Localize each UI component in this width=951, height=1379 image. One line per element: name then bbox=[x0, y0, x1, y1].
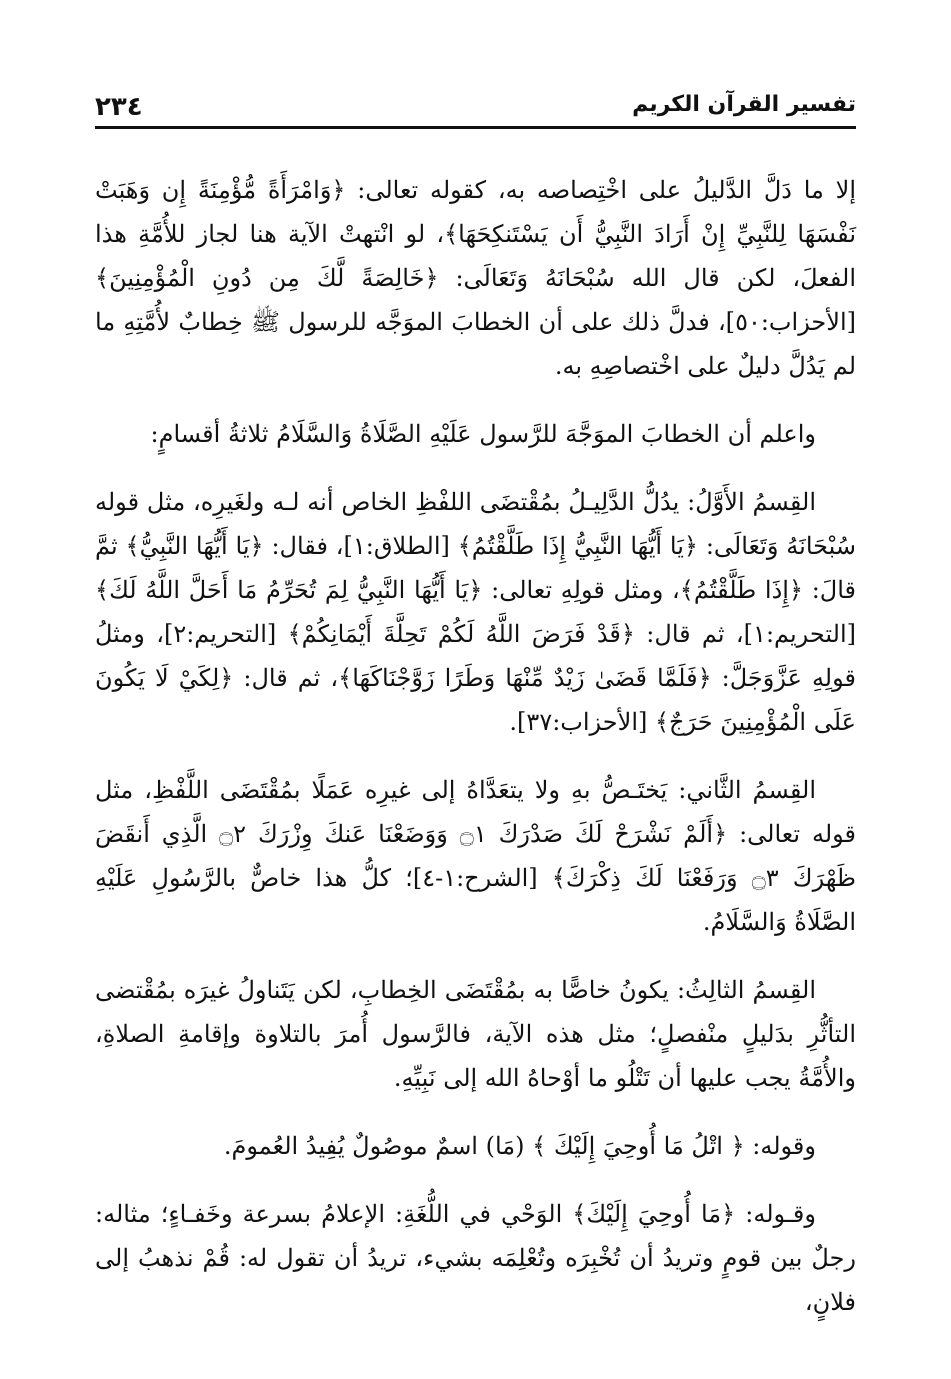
page-number: ٢٣٤ bbox=[95, 92, 143, 122]
book-title: تفسير القرآن الكريم bbox=[632, 92, 856, 117]
paragraph: القِسمُ الأَوَّلُ: يدُلُّ الدَّلِيـلُ بمُقْتضَى اللفْظِ الخاص أنه لـه ولغَيرِه، مثل قوله سُبْحَانَهُ وَتَعَالَى: ﴿يَا أَيُّهَا النَّبِيُّ إِذَا طَلَّقْتُمُ﴾ [الطلاق:١]، فقال: ﴿يَا أَيُّهَا النَّبِيُّ﴾ ثمَّ قالَ: ﴿إِذَا طَلَّقْتُمُ﴾، ومثل قولِهِ تعالى: ﴿يَا أَيُّهَا النَّبِيُّ لِمَ تُحَرِّمُ مَا أَحَلَّ اللَّهُ لَكَ﴾ [التحريم:١]، ثم قال: ﴿قَدْ فَرَضَ اللَّهُ لَكُمْ تَحِلَّةَ أَيْمَانِكُمْ﴾ [التحريم:٢]، ومثلُ قولِهِ عَزَّوَجَلَّ: ﴿فَلَمَّا قَضَىٰ زَيْدٌ مِّنْهَا وَطَرًا زَوَّجْنَاكَهَا﴾، ثم قال: ﴿لِكَيْ لَا يَكُونَ عَلَى الْمُؤْمِنِينَ حَرَجٌ﴾ [الأحزاب:٣٧]. bbox=[95, 488, 856, 736]
paragraph: القِسمُ الثَّاني: يَختَـصُّ بهِ ولا يتعَدَّاهُ إلى غيرِه عَمَلًا بمُقْتَضَى اللَّفْظِ، مثل قوله تعالى: ﴿أَلَمْ نَشْرَحْ لَكَ صَدْرَكَ ۝١ وَوَضَعْنَا عَنكَ وِزْرَكَ ۝٢ الَّذِي أَنقَضَ ظَهْرَكَ ۝٣ وَرَفَعْنَا لَكَ ذِكْرَكَ﴾ [الشرح:١-٤]؛ كلُّ هذا خاصٌّ بالرَّسُولِ عَلَيْهِ الصَّلَاةُ وَالسَّلَامُ. bbox=[95, 776, 857, 936]
paragraph: واعلم أن الخطابَ الموَجَّهَ للرَّسول عَلَيْهِ الصَّلَاةُ وَالسَّلَامُ ثلاثةُ أقسامٍ: bbox=[150, 420, 816, 448]
paragraph: القِسمُ الثالِثُ: يكونُ خاصًّا به بمُقْتَضَى الخِطابِ، لكن يَتَناولُ غيرَه بمُقْتضى التأثُّرِ بدَليلٍ منْفصلٍ؛ مثل هذه الآية، فالرَّسول أُمرَ بالتلاوة وإقامةِ الصلاةِ، والأُمَّةُ يجب عليها أن تَتْلُو ما أوْحاهُ الله إلى نَبِيِّهِ. bbox=[95, 976, 857, 1092]
page-body bbox=[95, 168, 856, 1348]
paragraph: وقـوله: ﴿مَا أُوحِيَ إِلَيْكَ﴾ الوَحْي في اللُّغَةِ: الإعلامُ بسرعة وخَفـاءٍ؛ مثاله: رجلٌ بين قومٍ وتريدُ أن تُخْبِرَه وتُعْلِمَه بشيء، تريدُ أن تقول له: قُمْ نذهبُ إلى فلانٍ، bbox=[95, 1200, 856, 1316]
paragraph: إلا ما دَلَّ الدَّليلُ على اخْتِصاصه به، كقوله تعالى: ﴿وَامْرَأَةً مُّؤْمِنَةً إِن وَهَبَتْ نَفْسَهَا لِلنَّبِيِّ إِنْ أَرَادَ النَّبِيُّ أَن يَسْتَنكِحَهَا﴾، لو انْتهتْ الآية هنا لجاز للأُمَّةِ هذا الفعلَ، لكن قال الله سُبْحَانَهُ وَتَعَالَى: ﴿خَالِصَةً لَّكَ مِن دُونِ الْمُؤْمِنِينَ﴾ [الأحزاب:٥٠]، فدلَّ ذلك على أن الخطابَ الموَجَّه للرسول ﷺ خِطابٌ لأُمَّتِهِ ما لم يَدُلَّ دليلٌ على اخْتصاصِهِ به. bbox=[95, 176, 856, 380]
paragraph: وقوله: ﴿ اتْلُ مَا أُوحِيَ إِلَيْكَ ﴾ (مَا) اسمٌ موصُولٌ يُفِيدُ العُمومَ. bbox=[223, 1132, 816, 1160]
page-header bbox=[95, 88, 856, 129]
